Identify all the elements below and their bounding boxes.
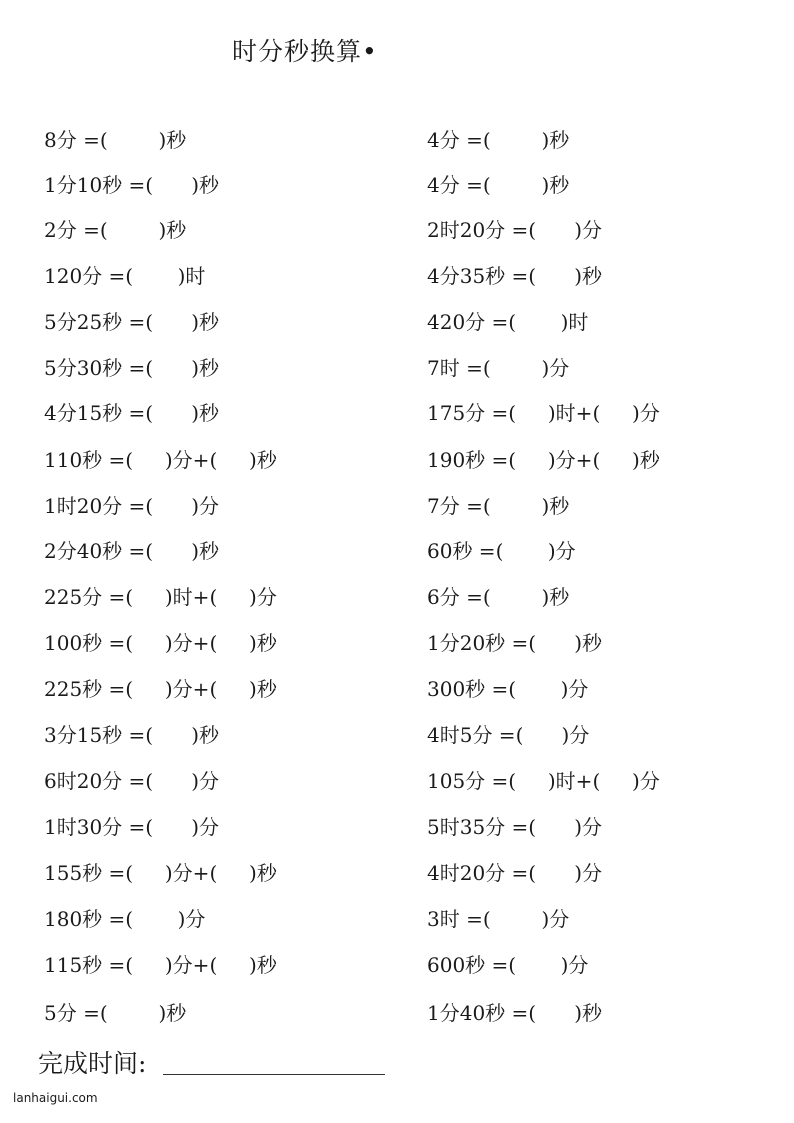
problem-item: 1分20秒 =( )秒 xyxy=(427,631,603,655)
problem-item: 4分35秒 =( )秒 xyxy=(427,264,603,288)
page-title: 时分秒换算• xyxy=(232,37,378,66)
problem-item: 6时20分 =( )分 xyxy=(44,769,220,793)
problem-item: 175分 =( )时+( )分 xyxy=(427,401,660,425)
problem-item: 180秒 =( )分 xyxy=(44,907,206,931)
problem-item: 60秒 =( )分 xyxy=(427,539,576,563)
problem-item: 4时5分 =( )分 xyxy=(427,723,590,747)
problem-item: 420分 =( )时 xyxy=(427,310,589,334)
problem-item: 5分25秒 =( )秒 xyxy=(44,310,220,334)
problem-item: 600秒 =( )分 xyxy=(427,953,589,977)
problem-item: 1分10秒 =( )秒 xyxy=(44,173,220,197)
problem-item: 225分 =( )时+( )分 xyxy=(44,585,277,609)
problem-item: 2分40秒 =( )秒 xyxy=(44,539,220,563)
problem-item: 7分 =( )秒 xyxy=(427,494,570,518)
completion-time-blank xyxy=(163,1074,385,1075)
problem-item: 4分 =( )秒 xyxy=(427,128,570,152)
problem-item: 225秒 =( )分+( )秒 xyxy=(44,677,277,701)
problem-item: 3分15秒 =( )秒 xyxy=(44,723,220,747)
problem-item: 5分 =( )秒 xyxy=(44,1001,187,1025)
problem-item: 3时 =( )分 xyxy=(427,907,570,931)
problem-item: 4分15秒 =( )秒 xyxy=(44,401,220,425)
problem-item: 120分 =( )时 xyxy=(44,264,206,288)
problem-item: 2时20分 =( )分 xyxy=(427,218,603,242)
problem-item: 155秒 =( )分+( )秒 xyxy=(44,861,277,885)
watermark: lanhaigui.com xyxy=(13,1091,98,1105)
problem-item: 7时 =( )分 xyxy=(427,356,570,380)
problem-item: 4时20分 =( )分 xyxy=(427,861,603,885)
problem-item: 5分30秒 =( )秒 xyxy=(44,356,220,380)
problem-item: 110秒 =( )分+( )秒 xyxy=(44,448,277,472)
problem-item: 4分 =( )秒 xyxy=(427,173,570,197)
problem-item: 5时35分 =( )分 xyxy=(427,815,603,839)
problem-item: 190秒 =( )分+( )秒 xyxy=(427,448,660,472)
problem-item: 100秒 =( )分+( )秒 xyxy=(44,631,277,655)
problem-item: 6分 =( )秒 xyxy=(427,585,570,609)
problem-item: 115秒 =( )分+( )秒 xyxy=(44,953,277,977)
problem-item: 1时30分 =( )分 xyxy=(44,815,220,839)
problem-item: 1时20分 =( )分 xyxy=(44,494,220,518)
problem-item: 1分40秒 =( )秒 xyxy=(427,1001,603,1025)
problem-item: 300秒 =( )分 xyxy=(427,677,589,701)
problem-item: 2分 =( )秒 xyxy=(44,218,187,242)
problem-item: 105分 =( )时+( )分 xyxy=(427,769,660,793)
problem-item: 8分 =( )秒 xyxy=(44,128,187,152)
completion-time-label: 完成时间: xyxy=(38,1049,147,1078)
